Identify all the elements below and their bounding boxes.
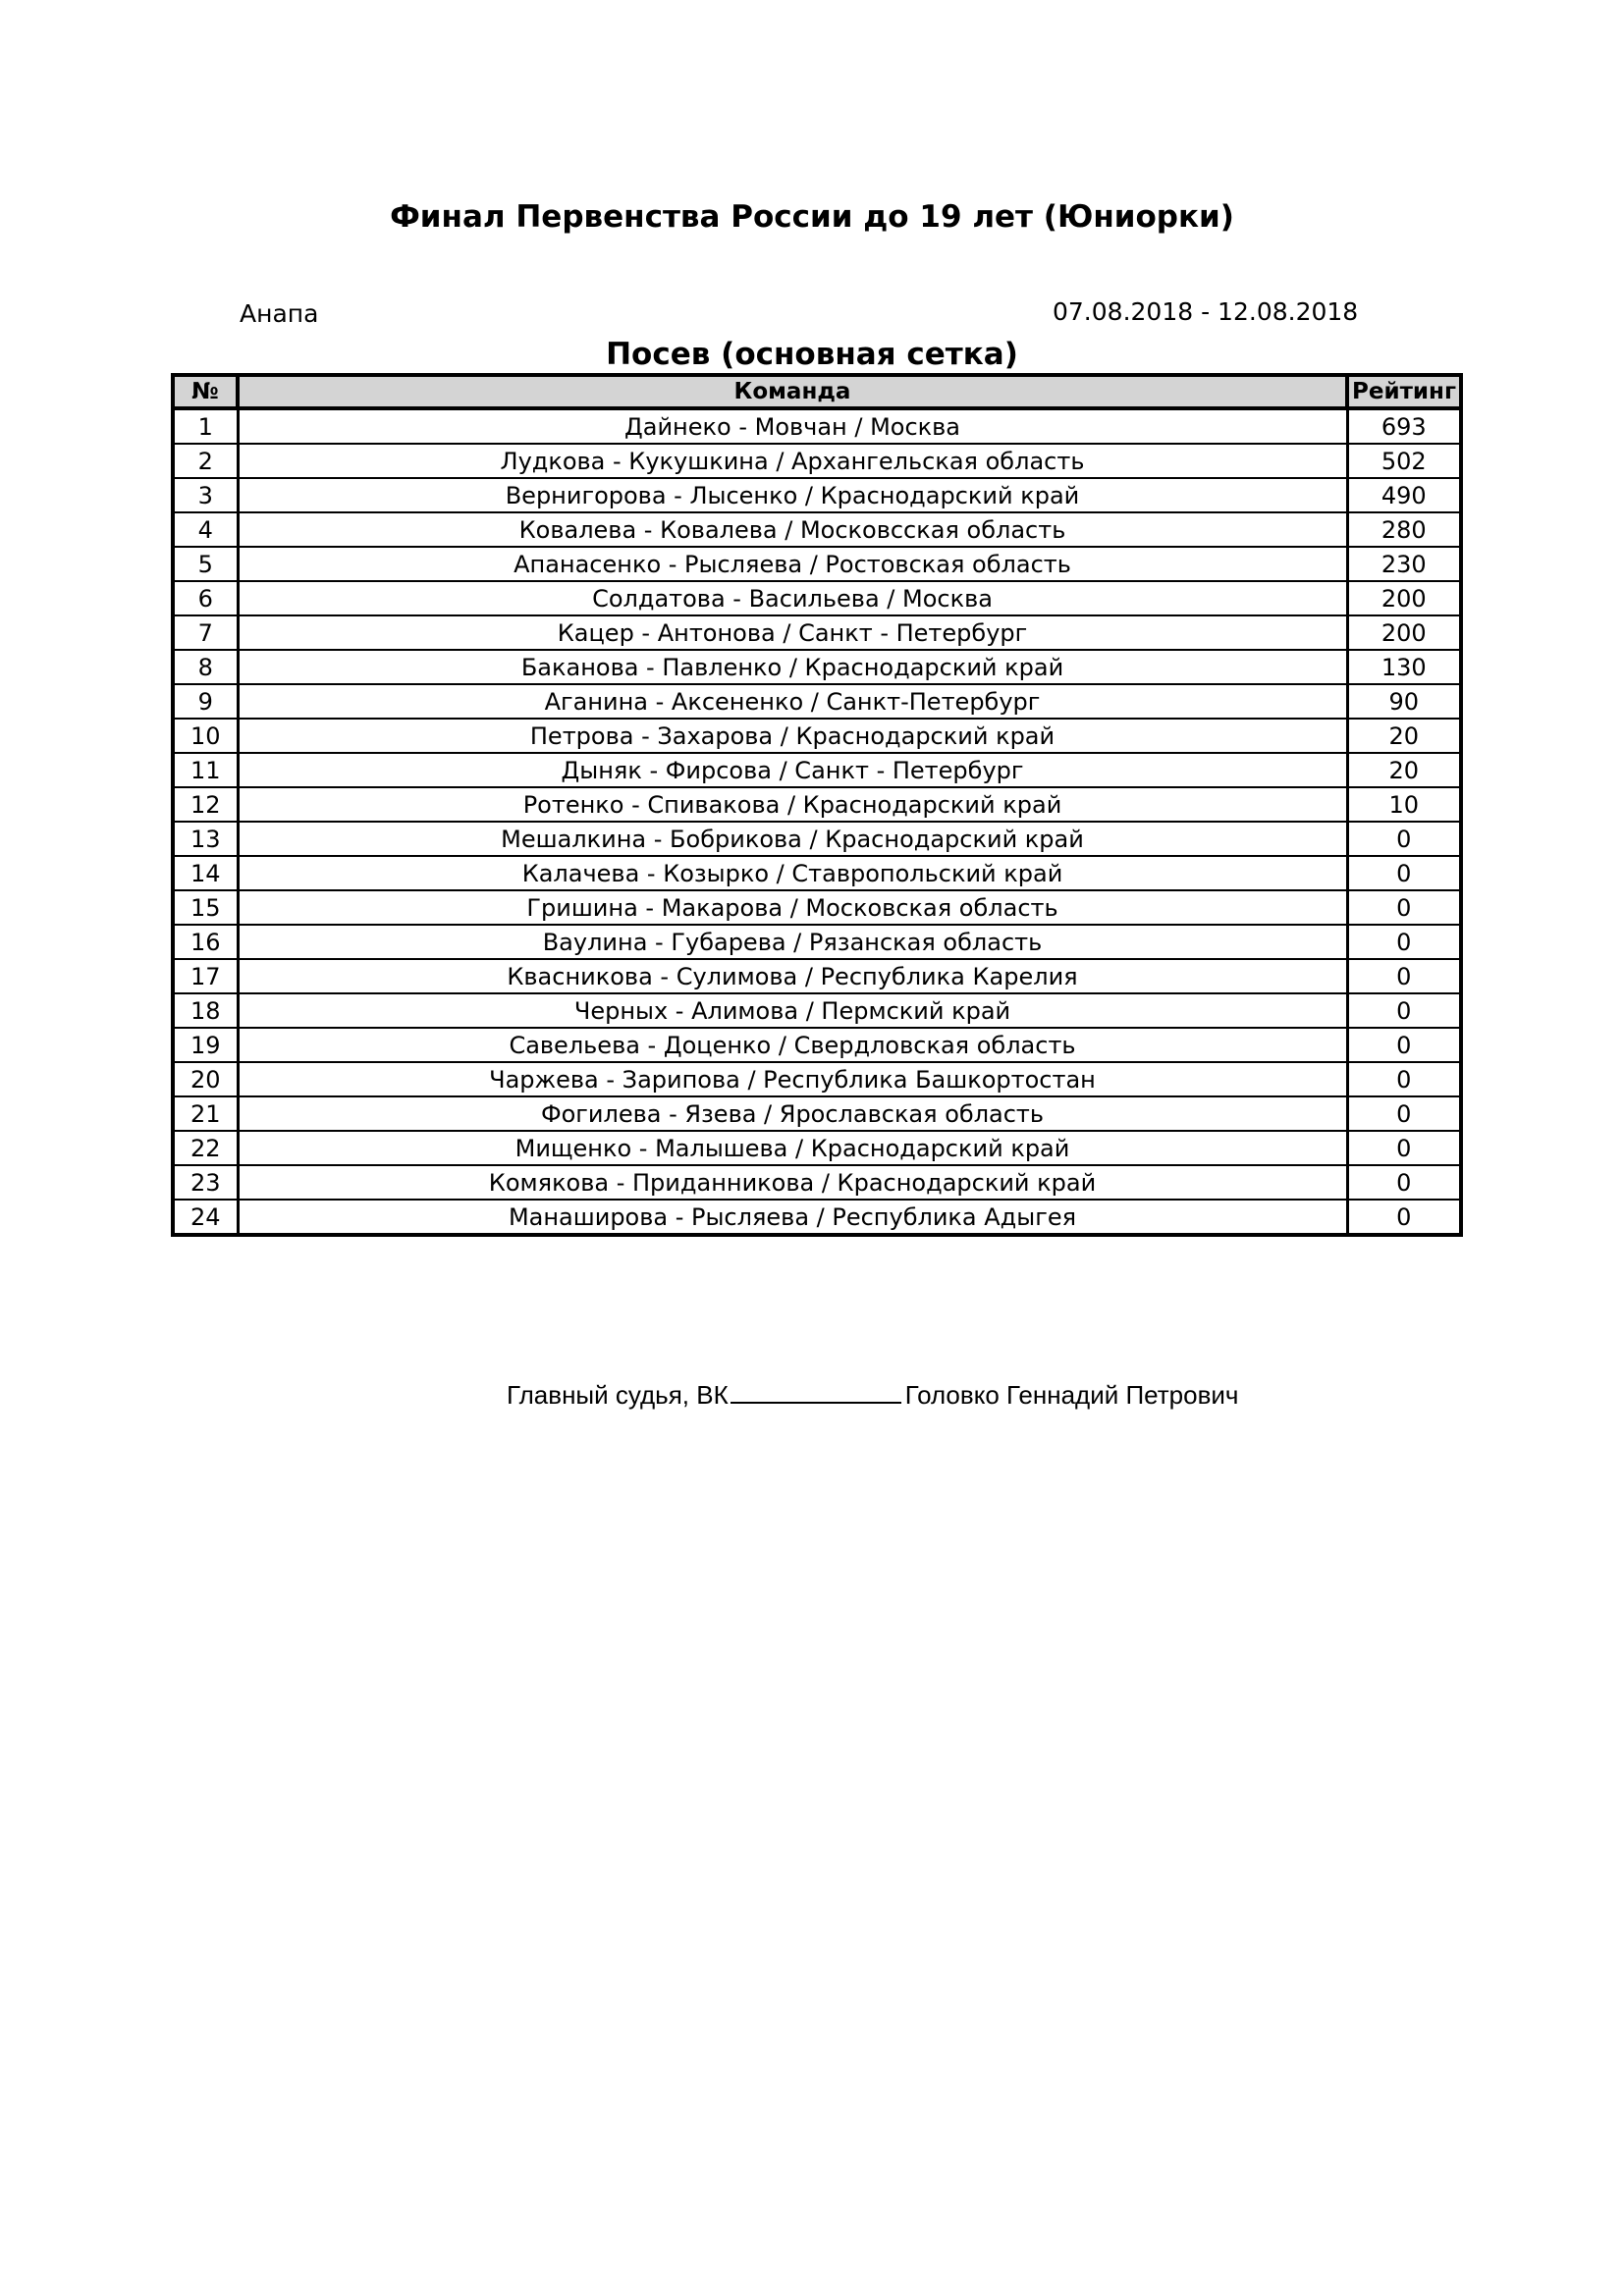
row-rating: 693 bbox=[1347, 408, 1461, 444]
table-row bbox=[173, 925, 1461, 959]
table-row bbox=[173, 1200, 1461, 1235]
row-rating: 10 bbox=[1347, 787, 1461, 822]
row-number: 21 bbox=[173, 1096, 238, 1131]
row-rating: 0 bbox=[1347, 890, 1461, 925]
row-number: 6 bbox=[173, 581, 238, 615]
table-row bbox=[173, 787, 1461, 822]
row-number: 2 bbox=[173, 444, 238, 478]
table-row bbox=[173, 581, 1461, 615]
row-team: Ротенко - Спивакова / Краснодарский край bbox=[238, 787, 1347, 822]
table-row bbox=[173, 650, 1461, 684]
row-rating: 280 bbox=[1347, 512, 1461, 547]
row-team: Петрова - Захарова / Краснодарский край bbox=[238, 719, 1347, 753]
row-team: Солдатова - Васильева / Москва bbox=[238, 581, 1347, 615]
row-team: Фогилева - Язева / Ярославская область bbox=[238, 1096, 1347, 1131]
table-row bbox=[173, 1028, 1461, 1062]
row-team: Мищенко - Малышева / Краснодарский край bbox=[238, 1131, 1347, 1165]
table-row bbox=[173, 753, 1461, 787]
table-row bbox=[173, 1062, 1461, 1096]
row-rating: 0 bbox=[1347, 1165, 1461, 1200]
column-header-rating: Рейтинг bbox=[1347, 375, 1461, 408]
row-team: Савельева - Доценко / Свердловская область bbox=[238, 1028, 1347, 1062]
row-rating: 0 bbox=[1347, 856, 1461, 890]
row-rating: 200 bbox=[1347, 615, 1461, 650]
row-rating: 0 bbox=[1347, 1131, 1461, 1165]
row-rating: 230 bbox=[1347, 547, 1461, 581]
row-number: 16 bbox=[173, 925, 238, 959]
judge-name: Головко Геннадий Петрович bbox=[904, 1380, 1239, 1410]
row-rating: 0 bbox=[1347, 1096, 1461, 1131]
row-team: Манаширова - Рысляева / Республика Адыгея bbox=[238, 1200, 1347, 1235]
row-rating: 20 bbox=[1347, 753, 1461, 787]
row-number: 11 bbox=[173, 753, 238, 787]
row-rating: 0 bbox=[1347, 1200, 1461, 1235]
header-row bbox=[173, 375, 1461, 408]
table-row bbox=[173, 478, 1461, 512]
signature-line bbox=[731, 1378, 901, 1404]
row-team: Дыняк - Фирсова / Санкт - Петербург bbox=[238, 753, 1347, 787]
row-number: 12 bbox=[173, 787, 238, 822]
row-number: 10 bbox=[173, 719, 238, 753]
row-team: Лудкова - Кукушкина / Архангельская область bbox=[238, 444, 1347, 478]
column-header-team: Команда bbox=[238, 375, 1347, 408]
table-header bbox=[173, 375, 1461, 408]
row-team: Вернигорова - Лысенко / Краснодарский край bbox=[238, 478, 1347, 512]
row-team: Апанасенко - Рысляева / Ростовская область bbox=[238, 547, 1347, 581]
row-number: 1 bbox=[173, 408, 238, 444]
row-number: 23 bbox=[173, 1165, 238, 1200]
row-rating: 20 bbox=[1347, 719, 1461, 753]
table-row bbox=[173, 719, 1461, 753]
table-row bbox=[173, 959, 1461, 993]
row-team: Баканова - Павленко / Краснодарский край bbox=[238, 650, 1347, 684]
row-team: Черных - Алимова / Пермский край bbox=[238, 993, 1347, 1028]
table-row bbox=[173, 822, 1461, 856]
row-team: Кацер - Антонова / Санкт - Петербург bbox=[238, 615, 1347, 650]
row-team: Калачева - Козырко / Ставропольский край bbox=[238, 856, 1347, 890]
row-rating: 0 bbox=[1347, 822, 1461, 856]
event-dates: 07.08.2018 - 12.08.2018 bbox=[1053, 297, 1359, 326]
row-number: 3 bbox=[173, 478, 238, 512]
row-rating: 200 bbox=[1347, 581, 1461, 615]
table-row bbox=[173, 615, 1461, 650]
row-number: 7 bbox=[173, 615, 238, 650]
row-rating: 0 bbox=[1347, 1028, 1461, 1062]
row-team: Дайнеко - Мовчан / Москва bbox=[238, 408, 1347, 444]
row-team: Ваулина - Губарева / Рязанская область bbox=[238, 925, 1347, 959]
row-team: Квасникова - Сулимова / Республика Карелия bbox=[238, 959, 1347, 993]
row-rating: 502 bbox=[1347, 444, 1461, 478]
row-number: 5 bbox=[173, 547, 238, 581]
row-rating: 490 bbox=[1347, 478, 1461, 512]
row-rating: 0 bbox=[1347, 959, 1461, 993]
table-row bbox=[173, 1165, 1461, 1200]
row-rating: 0 bbox=[1347, 925, 1461, 959]
row-rating: 0 bbox=[1347, 993, 1461, 1028]
row-team: Мешалкина - Бобрикова / Краснодарский край bbox=[238, 822, 1347, 856]
row-team: Аганина - Аксененко / Санкт-Петербург bbox=[238, 684, 1347, 719]
row-number: 18 bbox=[173, 993, 238, 1028]
row-number: 19 bbox=[173, 1028, 238, 1062]
table-body bbox=[173, 408, 1461, 1235]
row-team: Чаржева - Зарипова / Республика Башкортостан bbox=[238, 1062, 1347, 1096]
row-number: 8 bbox=[173, 650, 238, 684]
table-subtitle: Посев (основная сетка) bbox=[606, 337, 1018, 372]
row-team: Гришина - Макарова / Московская область bbox=[238, 890, 1347, 925]
table-row bbox=[173, 1131, 1461, 1165]
judge-signature bbox=[507, 1378, 1238, 1411]
row-number: 9 bbox=[173, 684, 238, 719]
table-row bbox=[173, 993, 1461, 1028]
row-rating: 90 bbox=[1347, 684, 1461, 719]
row-rating: 0 bbox=[1347, 1062, 1461, 1096]
row-number: 14 bbox=[173, 856, 238, 890]
table-row bbox=[173, 512, 1461, 547]
table-row bbox=[173, 890, 1461, 925]
column-header-number: № bbox=[173, 375, 238, 408]
row-number: 20 bbox=[173, 1062, 238, 1096]
judge-role: Главный судья, ВК bbox=[507, 1380, 729, 1410]
table-row bbox=[173, 684, 1461, 719]
seeding-table bbox=[171, 373, 1463, 1237]
row-team: Ковалева - Ковалева / Московсская область bbox=[238, 512, 1347, 547]
row-number: 22 bbox=[173, 1131, 238, 1165]
row-number: 15 bbox=[173, 890, 238, 925]
document-title: Финал Первенства России до 19 лет (Юниорки) bbox=[390, 199, 1234, 235]
venue-city: Анапа bbox=[240, 299, 319, 328]
table-row bbox=[173, 408, 1461, 444]
row-number: 4 bbox=[173, 512, 238, 547]
row-rating: 130 bbox=[1347, 650, 1461, 684]
table-row bbox=[173, 547, 1461, 581]
row-number: 13 bbox=[173, 822, 238, 856]
table-row bbox=[173, 856, 1461, 890]
row-team: Комякова - Приданникова / Краснодарский край bbox=[238, 1165, 1347, 1200]
row-number: 17 bbox=[173, 959, 238, 993]
table-row bbox=[173, 1096, 1461, 1131]
table-row bbox=[173, 444, 1461, 478]
row-number: 24 bbox=[173, 1200, 238, 1235]
